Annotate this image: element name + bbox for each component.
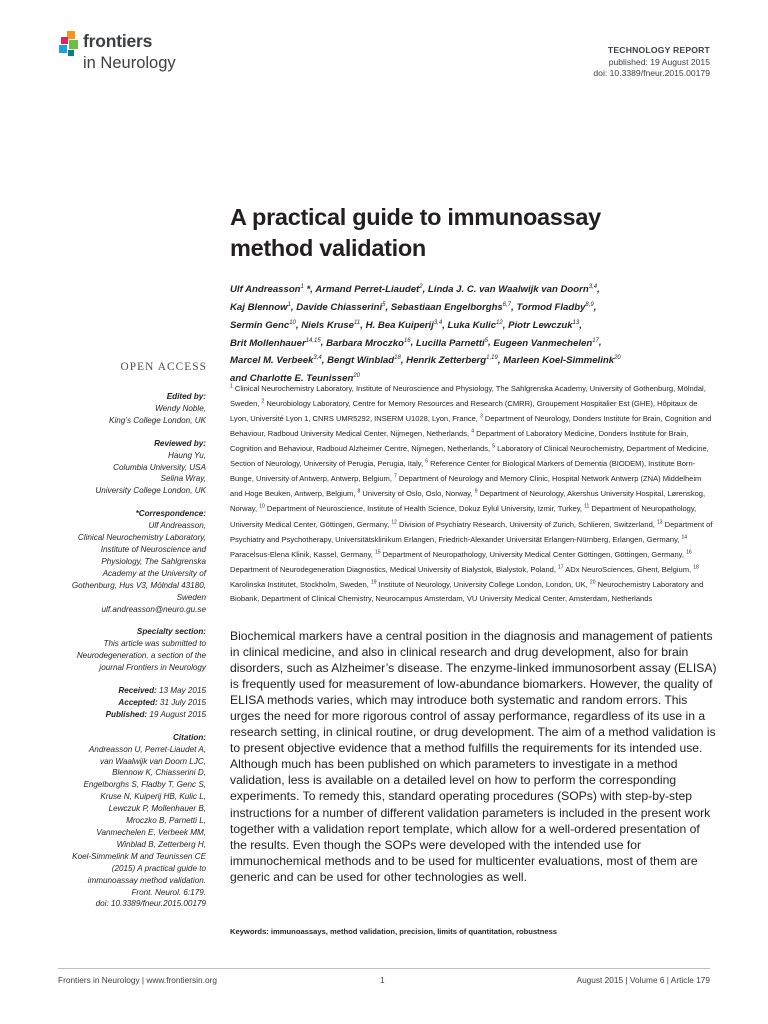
sidebar-line: King’s College London, UK bbox=[109, 415, 206, 425]
author-name: Marleen Koel-Simmelink bbox=[503, 355, 615, 367]
sidebar-line: Sweden bbox=[176, 592, 206, 602]
accepted-date: 31 July 2015 bbox=[159, 697, 206, 707]
correspondence-section bbox=[36, 508, 206, 615]
correspondence-label: *Correspondence: bbox=[135, 509, 206, 519]
correspondence-lines bbox=[36, 520, 206, 603]
author-name: Tormod Fladby bbox=[516, 301, 586, 313]
affiliation-number: 1 bbox=[230, 383, 233, 389]
sidebar-line: immunoassay method validation. bbox=[87, 875, 206, 885]
affiliation bbox=[391, 520, 657, 529]
affiliation bbox=[358, 489, 475, 498]
author[interactable] bbox=[296, 302, 385, 313]
author-affiliation-ref: 10 bbox=[289, 319, 296, 326]
affiliation bbox=[371, 580, 590, 589]
author[interactable] bbox=[416, 338, 488, 349]
sidebar-line: University College London, UK bbox=[95, 486, 206, 496]
sidebar-line: Blennow K, Chiasserini D, bbox=[112, 768, 206, 778]
affiliation-number: 13 bbox=[656, 518, 663, 525]
sidebar-line: Columbia University, USA bbox=[113, 462, 206, 472]
sidebar-line: Neurodegeneration, a section of the bbox=[76, 651, 206, 661]
author[interactable] bbox=[326, 338, 411, 349]
author[interactable] bbox=[448, 320, 503, 331]
author-name: Ulf Andreasson bbox=[230, 284, 301, 296]
sidebar-line: (2015) A practical guide to bbox=[111, 863, 206, 873]
doi-link[interactable]: doi: 10.3389/fneur.2015.00179 bbox=[593, 68, 710, 78]
affiliation bbox=[259, 504, 584, 513]
published-date: published: 19 August 2015 bbox=[608, 56, 710, 67]
author-name: Piotr Lewczuk bbox=[508, 319, 573, 331]
affiliation-number: 4 bbox=[471, 428, 474, 435]
author-affiliation-ref: 17 bbox=[592, 337, 599, 344]
specialty-section bbox=[36, 626, 206, 674]
author-affiliation-ref: 6,7 bbox=[502, 301, 512, 308]
author-affiliation-ref: 11 bbox=[354, 319, 361, 326]
author-name: Marcel M. Verbeek bbox=[230, 355, 314, 367]
affiliation-number: 7 bbox=[394, 473, 397, 480]
sidebar-line: Koel-Simmelink M and Teunissen CE bbox=[72, 851, 206, 861]
corresponding-mark: * bbox=[303, 284, 311, 296]
author-name: Bengt Winblad bbox=[327, 355, 395, 367]
affiliation bbox=[558, 565, 693, 574]
sidebar-line: Haung Yu, bbox=[168, 450, 206, 460]
journal-name-line1: frontiers bbox=[83, 31, 153, 51]
specialty-label: Specialty section: bbox=[136, 627, 206, 637]
author[interactable] bbox=[315, 284, 422, 295]
sidebar-line: Physiology, The Sahlgrenska bbox=[101, 556, 206, 566]
author[interactable] bbox=[327, 355, 401, 366]
report-info bbox=[593, 45, 710, 80]
affiliation-text: Neurobiology Laboratory, Centre for Memory Resources and Research (CMRR), Groupement Hospitalier Est (GHE), Hôpitaux de Lyon, Université Lyon 1, CNRS UMR5292, INSERM U1028, Lyon, France, bbox=[230, 398, 698, 423]
author[interactable] bbox=[366, 320, 443, 331]
sidebar bbox=[36, 391, 206, 921]
affiliation-text: ADx NeuroSciences, Ghent, Belgium, bbox=[563, 564, 694, 574]
affiliation-number: 6 bbox=[425, 458, 428, 465]
affiliation-number: 2 bbox=[261, 398, 265, 405]
author[interactable] bbox=[301, 320, 360, 331]
citation-lines bbox=[36, 744, 206, 911]
sidebar-line: Front. Neurol. 6:179. bbox=[131, 887, 206, 897]
affiliation-text: Department of Neurology and Memory Clinic, Hospital Network Antwerp (ZNA) Middelheim and Hoge Beuken, Antwerp, Belgium, bbox=[230, 474, 702, 499]
footer-issue: August 2015 | Volume 6 | Article 179 bbox=[576, 975, 710, 985]
journal-name-line2: in Neurology bbox=[83, 54, 176, 72]
affiliation-text: Institute of Neurology, University College London, London, UK, bbox=[376, 579, 590, 589]
author-name: Niels Kruse bbox=[301, 319, 355, 331]
edited-by-label: Edited by: bbox=[166, 392, 206, 401]
affiliation-text: University of Oslo, Oslo, Norway, bbox=[360, 489, 475, 499]
author-affiliation-ref: 1 bbox=[287, 301, 291, 308]
author-affiliation-ref: 20 bbox=[353, 372, 361, 379]
author-affiliation-ref: 13 bbox=[572, 319, 580, 326]
affiliation-text: Karolinska Institutet, Stockholm, Sweden, bbox=[230, 579, 371, 589]
affiliation-number: 10 bbox=[259, 503, 265, 510]
author-affiliation-ref: 16 bbox=[403, 337, 411, 344]
abstract: Biochemical markers have a central position in the diagnosis and management of patients in clinical medicine, and also in clinical research and drug development, also for brain disorders, such as Alzheimer’s disease. The enzyme-linked immunosorbent assay (ELISA) is frequently used for measurement of low-abundance biomarkers. However, the quality of ELISA methods varies, which may introduce both systematic and random errors. This urges the need for more rigorous control of assay performance, regardless of its use in a research setting, in clinical routine, or drug development. The aim of a method validation is to present objective evidence that a method fulfills the requirements for its intended use. Although much has been published on which parameters to investigate in a method validation, less is available on a detailed level on how to perform the corresponding experiments. To remedy this, standard operating procedures (SOPs) with step-by-step instructions for a number of different validation parameters is included in the present work together with a validation report template, which allow for a well-ordered presentation of the results. Even though the SOPs were developed with the intended use for immunochemical methods and to be used for multicenter evaluations, most of them are generic and can be used for other technologies as well. bbox=[230, 629, 717, 884]
affiliation-number: 14 bbox=[681, 534, 688, 541]
author-name: Eugeen Vanmechelen bbox=[493, 337, 593, 349]
sidebar-line: journal Frontiers in Neurology bbox=[99, 663, 206, 673]
logo-green-square bbox=[69, 40, 78, 49]
author[interactable] bbox=[391, 302, 511, 313]
edited-by-section bbox=[36, 391, 206, 427]
affiliation-text: Clinical Neurochemistry Laboratory, Institute of Neuroscience and Physiology, The Sahlgrenska Academy, University of Gothenburg, Mölndal, Sweden, bbox=[230, 383, 706, 408]
affiliation-text: Department of Laboratory Medicine, Donders Institute for Brain, Cognition and Behaviour, Radboud Alzheimer Centre, Nijmegen, Netherlands, bbox=[230, 428, 689, 453]
affiliation-text: Laboratory of Clinical Neurochemistry, Department of Medicine, Section of Neurology, University of Perugia, Perugia, Italy, bbox=[230, 443, 709, 469]
sidebar-line: Andreasson U, Perret-Liaudet A, bbox=[88, 744, 206, 754]
author-affiliation-ref: 5 bbox=[382, 301, 386, 308]
author[interactable] bbox=[516, 302, 593, 313]
sidebar-line: Institute of Neuroscience and bbox=[100, 544, 206, 554]
accepted-label: Accepted: bbox=[118, 697, 158, 707]
author-affiliation-ref: 8,9 bbox=[585, 301, 594, 308]
author-affiliation-ref: 20 bbox=[614, 355, 621, 362]
author-affiliation-ref: 1,19 bbox=[486, 355, 498, 362]
author-name: H. Bea Kuiperij bbox=[365, 319, 434, 331]
reviewed-by-section bbox=[36, 438, 206, 498]
sidebar-line: Vanmechelen E, Verbeek MM, bbox=[96, 828, 206, 837]
author-affiliation-ref: 5 bbox=[484, 337, 489, 344]
sidebar-line: Lewczuk P, Mollenhauer B, bbox=[108, 804, 206, 814]
affiliation-number: 20 bbox=[589, 579, 596, 586]
author-name: Davide Chiasserini bbox=[296, 301, 383, 313]
author-name: Linda J. C. van Waalwijk van Doorn bbox=[427, 284, 589, 296]
affiliation-text: Division of Psychiatry Research, University of Zurich, Schlieren, Switzerland, bbox=[396, 519, 657, 529]
sidebar-line: Winblad B, Zetterberg H, bbox=[116, 839, 206, 849]
author[interactable] bbox=[428, 284, 597, 295]
accepted-line bbox=[36, 697, 206, 709]
author[interactable] bbox=[230, 320, 296, 331]
author-name: Sermin Genc bbox=[230, 319, 290, 331]
affiliation-number: 9 bbox=[474, 488, 478, 495]
published-label: Published: bbox=[105, 709, 148, 719]
author[interactable] bbox=[230, 355, 322, 366]
author[interactable] bbox=[230, 302, 291, 313]
footer-divider bbox=[58, 968, 710, 969]
article-title bbox=[230, 202, 710, 264]
sidebar-line: Engelborghs S, Fladby T, Genc S, bbox=[83, 780, 206, 790]
affiliation-text: Neurochemistry Laboratory and Biobank, Department of Clinical Chemistry, Neurocampus Amsterdam, VU University Medical Center, Amsterdam, Netherlands bbox=[230, 579, 704, 603]
email-link[interactable]: ulf.andreasson@neuro.gu.se bbox=[101, 604, 206, 614]
author[interactable] bbox=[503, 355, 621, 366]
author-name: Barbara Mroczko bbox=[326, 337, 404, 349]
footer-journal[interactable]: Frontiers in Neurology | www.frontiersin.org bbox=[58, 975, 217, 985]
specialty-lines bbox=[36, 638, 206, 674]
author-affiliation-ref: 12 bbox=[496, 319, 503, 326]
author-affiliation-ref: 3,4 bbox=[313, 355, 322, 362]
author[interactable] bbox=[406, 355, 498, 366]
affiliation-text: Department of Neuropathology, University Medical Center Göttingen, Göttingen, Germany, bbox=[380, 549, 687, 559]
sidebar-line: Mroczko B, Parnetti L, bbox=[126, 816, 206, 826]
affiliation-number: 11 bbox=[584, 503, 590, 510]
sidebar-line: van Waalwijk van Doorn LJC, bbox=[100, 756, 206, 766]
affiliation bbox=[375, 550, 686, 559]
sidebar-line: Wendy Noble, bbox=[155, 403, 206, 413]
title-line-1: A practical guide to immunoassay bbox=[230, 204, 601, 230]
affiliation-text: Department of Neurodegeneration Diagnostics, Medical University of Bialystok, Bialystok, Poland, bbox=[230, 564, 559, 574]
author-name: Lucilla Parnetti bbox=[415, 337, 485, 349]
citation-label: Citation: bbox=[173, 732, 206, 742]
author-name: Henrik Zetterberg bbox=[406, 355, 487, 367]
affiliation-text: Department of Neuropathology, University Medical Center, Göttingen, Germany, bbox=[230, 504, 697, 529]
author-name: Luka Kulic bbox=[447, 319, 497, 331]
citation-section bbox=[36, 732, 206, 911]
affiliation-text: Department of Neurology, Donders Institute for Brain, Cognition and Behaviour, Radboud University Medical Center, Nijmegen, Netherlands, bbox=[230, 413, 712, 438]
logo-orange-square bbox=[67, 31, 75, 39]
author[interactable] bbox=[493, 338, 599, 349]
received-date: 13 May 2015 bbox=[159, 686, 206, 696]
sidebar-line: Gothenburg, Hus V3, Mölndal 43180, bbox=[71, 580, 206, 590]
reviewed-by-label: Reviewed by: bbox=[154, 438, 206, 448]
affiliation-number: 18 bbox=[693, 564, 699, 571]
received-label: Received: bbox=[118, 686, 157, 696]
frontiers-logo-icon bbox=[58, 31, 80, 57]
author-name: and Charlotte E. Teunissen bbox=[230, 373, 354, 385]
affiliation-text: Department of Neurology, Akershus University Hospital, Lørenskog, Norway, bbox=[230, 489, 706, 514]
author-affiliation-ref: 3,4 bbox=[588, 284, 598, 290]
published-date-sidebar: 19 August 2015 bbox=[149, 709, 206, 719]
open-access-label: OPEN ACCESS bbox=[120, 361, 207, 373]
sidebar-line: Kruse N, Kuiperij HB, Kulic L, bbox=[100, 792, 206, 802]
received-line bbox=[36, 685, 206, 697]
author[interactable] bbox=[230, 338, 321, 349]
affiliation-text: Department of Psychiatry and Psychotherapy, Universitätsklinikum Erlangen, Friedrich-Alexander Universität Erlangen-Nürnberg, Erlangen, Germany, bbox=[230, 519, 713, 544]
author-list: Ulf Andreasson$^1$ *, Armand Perret-Liaudet$^2$, Linda J. C. van Waalwijk van Doorn$^{3,4}$, Kaj Blennow$^1$, Davide Chiasserini$^5$, Sebastiaan Engelborghs$^{6,7}$, Tormod Fladby$^{8,9}$, Sermin Genc$^{10}$, Niels Kruse$^{11}$, H. Bea Kuiperij$^{3,4}$, Luka Kulic$^{12}$, Piotr Lewczuk$^{13}$, Brit Mollenhauer$^{14,15}$, Barbara Mroczko$^{16}$, Lucilla Parnetti$^5$, Eugeen Vanmechelen$^{17}$, Marcel M. Verbeek$^{3,4}$, Bengt Winblad$^{18}$, Henrik Zetterberg$^{1,19}$, Marleen Koel-Simmelink$^{20}$ and Charlotte E. Teunissen$^{20}$ bbox=[230, 284, 621, 385]
affiliation-number: 5 bbox=[492, 443, 495, 450]
reviewed-by-lines bbox=[36, 450, 206, 498]
affiliation-number: 17 bbox=[558, 564, 564, 571]
sidebar-line: This article was submitted to bbox=[103, 639, 206, 649]
title-line-2: method validation bbox=[230, 235, 426, 261]
affiliation-number: 19 bbox=[370, 579, 377, 586]
affiliations bbox=[230, 380, 715, 605]
author[interactable] bbox=[508, 320, 579, 331]
affiliation-number: 15 bbox=[375, 549, 381, 556]
edited-by-lines bbox=[36, 403, 206, 427]
sidebar-line: Clinical Neurochemistry Laboratory, bbox=[77, 533, 206, 543]
affiliation-text: Department of Neuroscience, Institute of Health Science, Dokuz Eylul University, Izmir, Turkey, bbox=[264, 504, 585, 514]
author-affiliation-ref: 18 bbox=[394, 355, 401, 362]
published-line bbox=[36, 709, 206, 721]
author-affiliation-ref: 1 bbox=[300, 284, 304, 290]
dates-section bbox=[36, 685, 206, 721]
affiliation-text: Reference Center for Biological Markers of Dementia (BIODEM), Institute Born-Bunge, University of Antwerp, Antwerp, Belgium, bbox=[230, 459, 696, 484]
author-name: Armand Perret-Liaudet bbox=[315, 284, 420, 296]
keywords: Keywords: immunoassays, method validation, precision, limits of quantitation, robustness bbox=[230, 927, 558, 936]
author-name: Sebastiaan Engelborghs bbox=[390, 301, 503, 313]
logo-blue-square bbox=[59, 45, 67, 53]
affiliation-number: 8 bbox=[357, 488, 361, 495]
author[interactable] bbox=[230, 284, 310, 295]
affiliation-number: 12 bbox=[391, 518, 397, 525]
affiliation-text: Paracelsus-Elena Klinik, Kassel, Germany, bbox=[230, 549, 375, 559]
report-type: TECHNOLOGY REPORT bbox=[607, 45, 710, 55]
author-affiliation-ref: 2 bbox=[419, 284, 423, 290]
author-affiliation-ref: 14,15 bbox=[305, 337, 321, 344]
sidebar-line: doi: 10.3389/fneur.2015.00179 bbox=[95, 899, 206, 909]
page-number: 1 bbox=[380, 975, 385, 985]
author-affiliation-ref: 3,4 bbox=[433, 319, 443, 326]
logo-teal-square bbox=[68, 50, 74, 56]
logo-red-square bbox=[61, 37, 68, 44]
author-name: Brit Mollenhauer bbox=[230, 337, 306, 349]
affiliation-number: 16 bbox=[686, 549, 692, 556]
author-name: Kaj Blennow bbox=[230, 301, 288, 313]
sidebar-line: Ulf Andreasson, bbox=[148, 521, 206, 531]
sidebar-line: Academy at the University of bbox=[102, 568, 206, 578]
sidebar-line: Selina Wray, bbox=[160, 474, 206, 484]
affiliation-number: 3 bbox=[480, 413, 483, 420]
